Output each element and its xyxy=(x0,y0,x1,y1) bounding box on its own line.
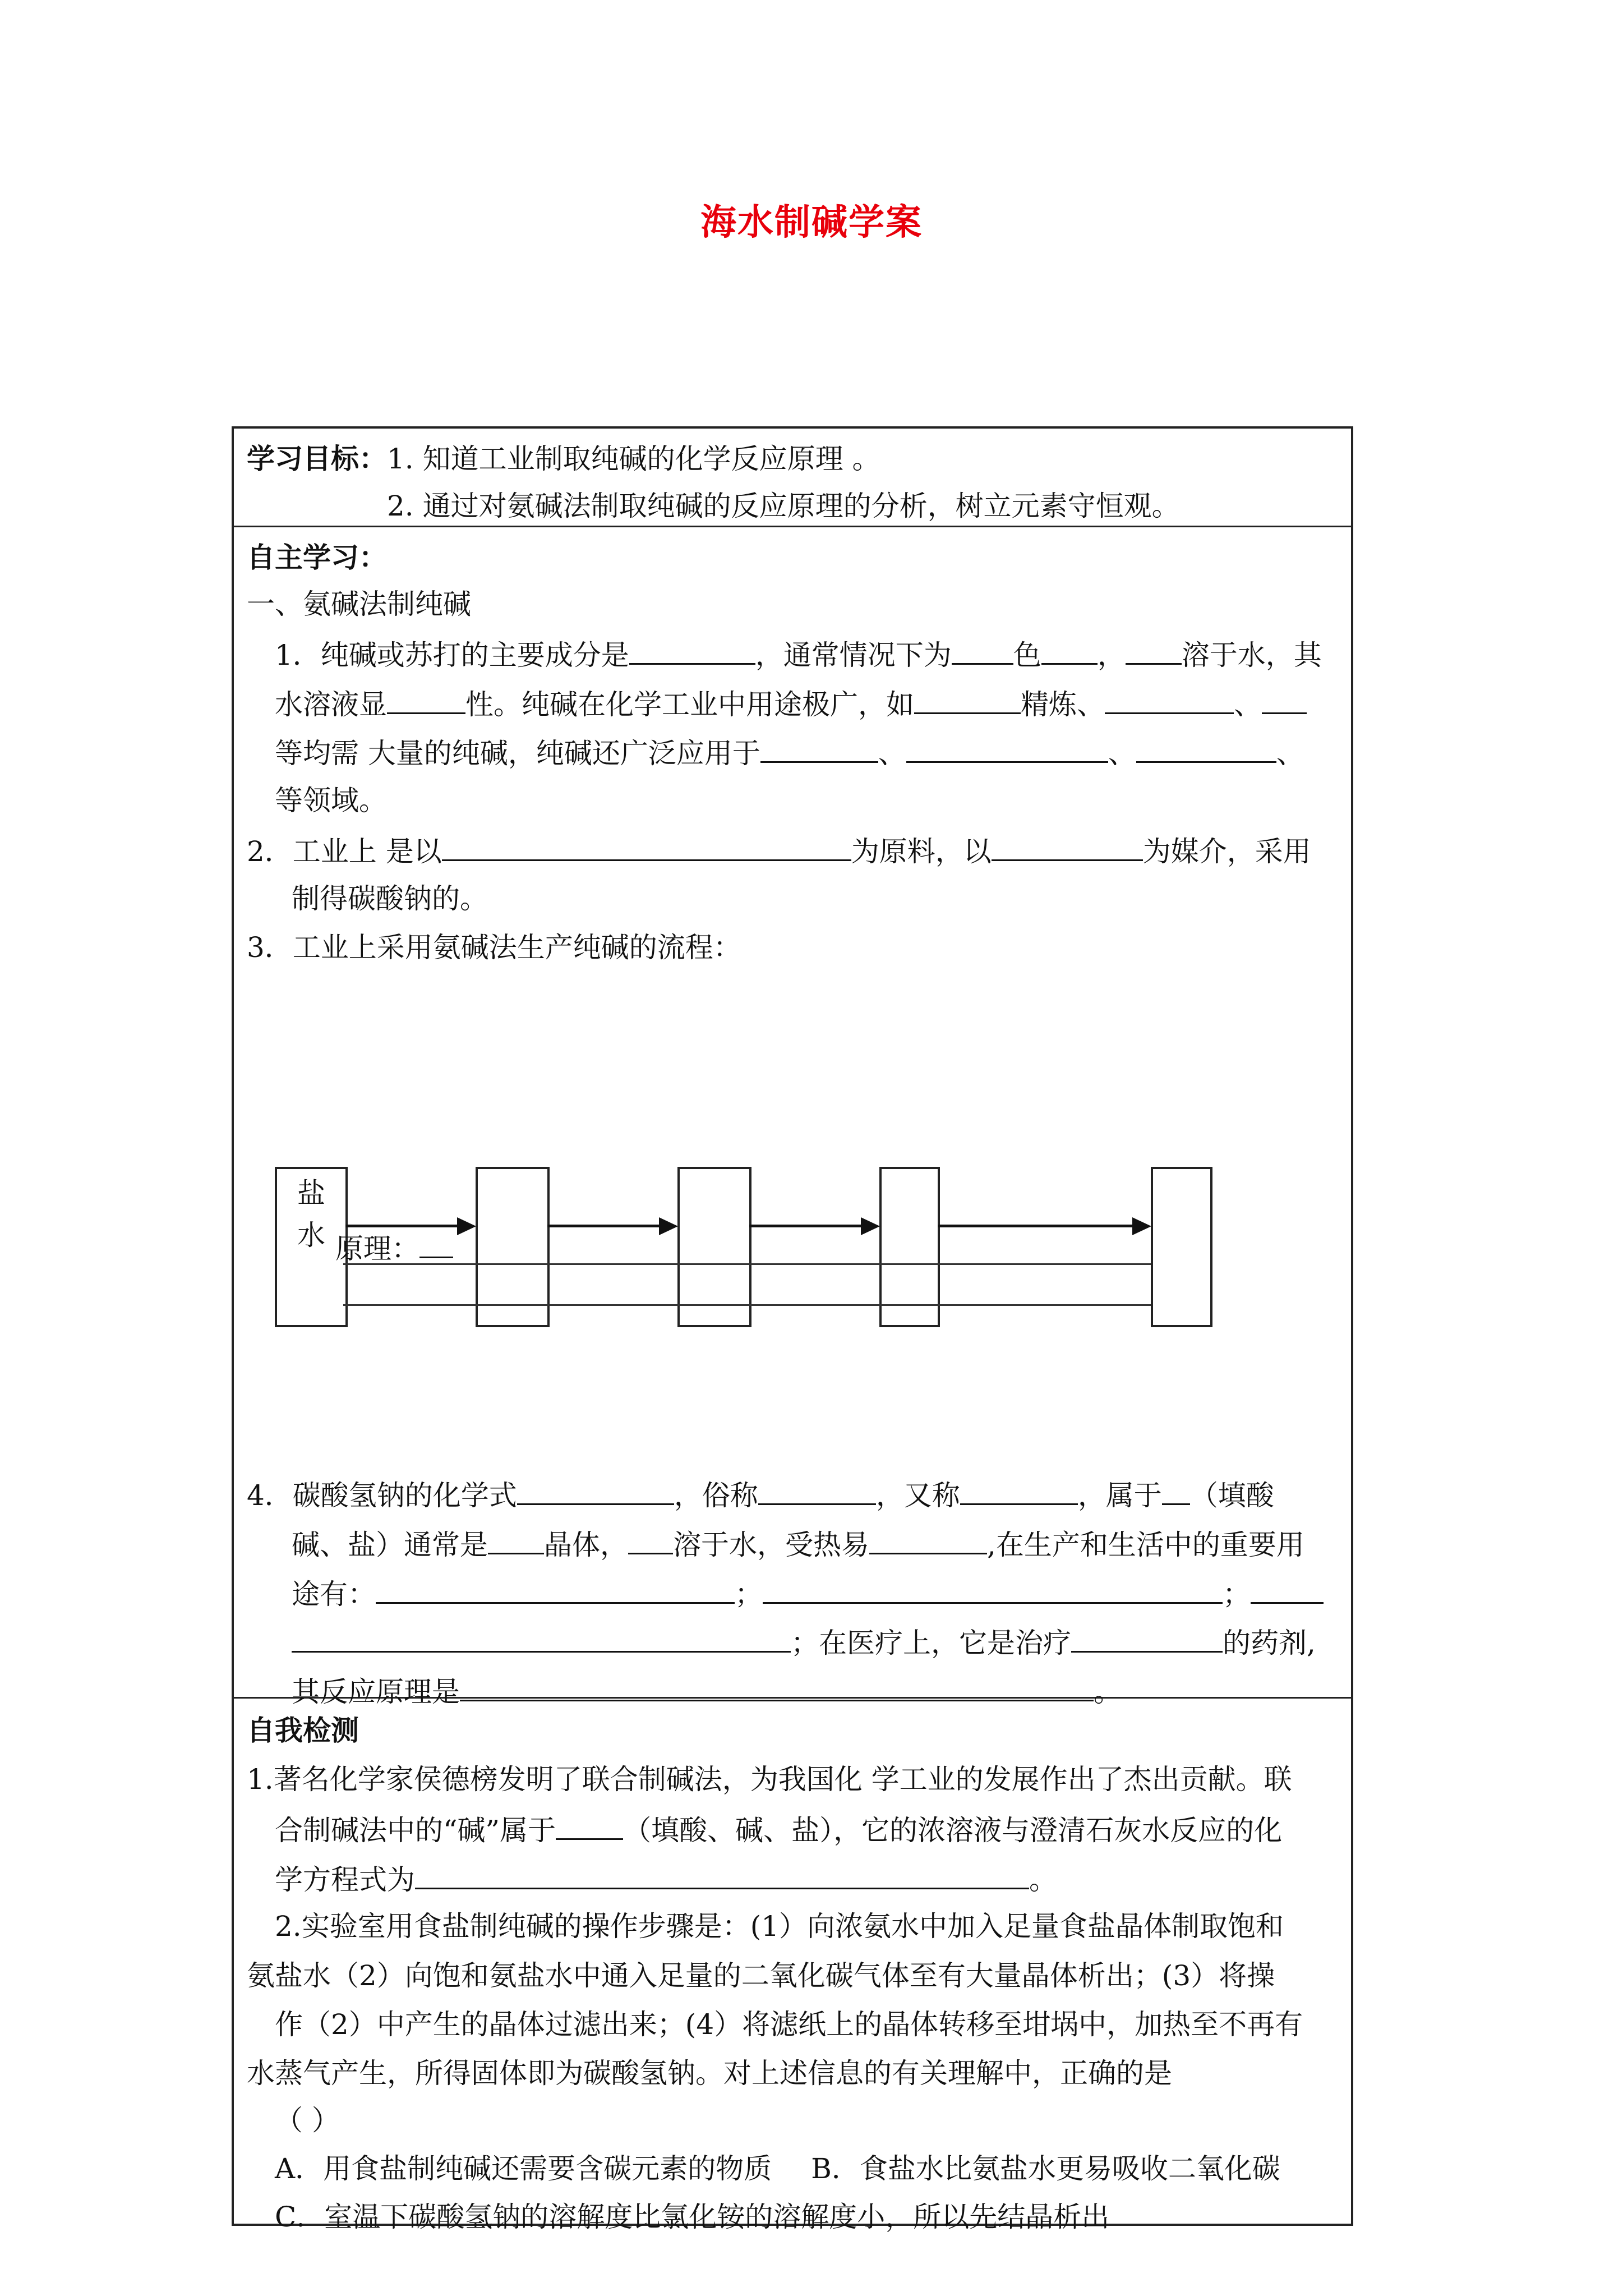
flow-arrowhead-4 xyxy=(1132,1217,1151,1235)
option-c: C．室温下碳酸氢钠的溶解度比氯化铵的溶解度小，所以先结晶析出 xyxy=(275,2201,1110,2233)
check-2-line4: 水蒸气产生，所得固体即为碳酸氢钠。对上述信息的有关理解中，正确的是 xyxy=(247,2057,1172,2090)
check-1-line3: 学方程式为 。 xyxy=(275,1860,1057,1898)
question-4-line2: 碱、盐）通常是 晶体， 溶于水，受热易 ,在生产和生活中的重要用 xyxy=(292,1525,1304,1563)
flow-box-2 xyxy=(476,1167,550,1327)
flow-arrow-2 xyxy=(547,1225,660,1227)
question-4-line3: 途有： ； ； xyxy=(292,1574,1324,1612)
flow-box-5 xyxy=(1151,1167,1212,1327)
check-2-line3: 作（2）中产生的晶体过滤出来；(4）将滤纸上的晶体转移至坩埚中，加热至不再有 xyxy=(275,2008,1303,2041)
question-4-line1: 4．碳酸氢钠的化学式 ，俗称 ，又称 ，属于 （填酸 xyxy=(247,1475,1274,1513)
question-1-line3: 等均需 大量的纯碱，纯碱还广泛应用于 、 、 、 xyxy=(275,733,1304,771)
goals-label: 学习目标： xyxy=(247,443,387,475)
question-1-line4: 等领域。 xyxy=(275,784,387,817)
check-2-line1: 2.实验室用食盐制纯碱的操作步骤是：(1）向浓氨水中加入足量食盐晶体制取饱和 xyxy=(275,1910,1284,1943)
question-1-line1: 1．纯碱或苏打的主要成分是 ，通常情况下为 色 ， 溶于水，其 xyxy=(275,635,1322,673)
page-title: 海水制碱学案 xyxy=(700,202,923,243)
flow-box-brine-text-1: 盐 xyxy=(297,1177,325,1209)
flow-box-4 xyxy=(879,1167,940,1327)
question-4-line5: 其反应原理是 。 xyxy=(292,1672,1122,1710)
question-2-line1: 2．工业上 是以 为原料，以 为媒介，采用 xyxy=(247,831,1311,869)
flow-arrowhead-1 xyxy=(457,1217,476,1235)
question-4-line4: ；在医疗上，它是治疗 的药剂, xyxy=(292,1623,1316,1661)
check-2-options-ab xyxy=(275,2151,1280,2187)
equation-line-1 xyxy=(343,1263,1151,1265)
goal-item-2: 2. 通过对氨碱法制取纯碱的反应原理的分析，树立元素守恒观。 xyxy=(387,490,1180,522)
flow-arrow-1 xyxy=(345,1225,458,1227)
self-study-heading: 自主学习： xyxy=(247,541,387,574)
equation-line-2 xyxy=(343,1304,1151,1306)
flow-box-3 xyxy=(677,1167,751,1327)
flow-arrowhead-2 xyxy=(659,1217,678,1235)
goal-item-1: 1. 知道工业制取纯碱的化学反应原理 。 xyxy=(387,443,880,475)
goals-row xyxy=(247,441,880,477)
check-1-line1: 1.著名化学家侯德榜发明了联合制碱法，为我国化 学工业的发展作出了杰出贡献。联 xyxy=(247,1763,1292,1796)
flow-arrow-3 xyxy=(749,1225,861,1227)
question-2-line2: 制得碳酸钠的。 xyxy=(292,882,488,915)
check-1-line2: 合制碱法中的“碱”属于 （填酸、碱、盐），它的浓溶液与澄清石灰水反应的化 xyxy=(275,1810,1282,1848)
option-a: A．用食盐制纯碱还需要含碳元素的物质 xyxy=(275,2152,772,2185)
flow-arrow-4 xyxy=(938,1225,1133,1227)
principle-label: 原理： xyxy=(335,1228,453,1267)
check-2-answer-paren: （ ） xyxy=(275,2104,340,2137)
question-1-line2: 水溶液显 性。纯碱在化学工业中用途极广，如 精炼、 、 xyxy=(275,684,1307,723)
flow-box-brine-text-2: 水 xyxy=(297,1219,325,1251)
section-ammonia-soda: 一、氨碱法制纯碱 xyxy=(247,588,471,620)
check-2-line2: 氨盐水（2）向饱和氨盐水中通入足量的二氧化碳气体至有大量晶体析出；(3）将操 xyxy=(247,1959,1275,1992)
row-divider-goals xyxy=(232,526,1353,527)
flow-arrowhead-3 xyxy=(861,1217,880,1235)
question-3: 3．工业上采用氨碱法生产纯碱的流程： xyxy=(247,931,741,964)
option-b: B．食盐水比氨盐水更易吸收二氧化碳 xyxy=(811,2152,1280,2185)
self-check-heading: 自我检测 xyxy=(247,1714,359,1747)
